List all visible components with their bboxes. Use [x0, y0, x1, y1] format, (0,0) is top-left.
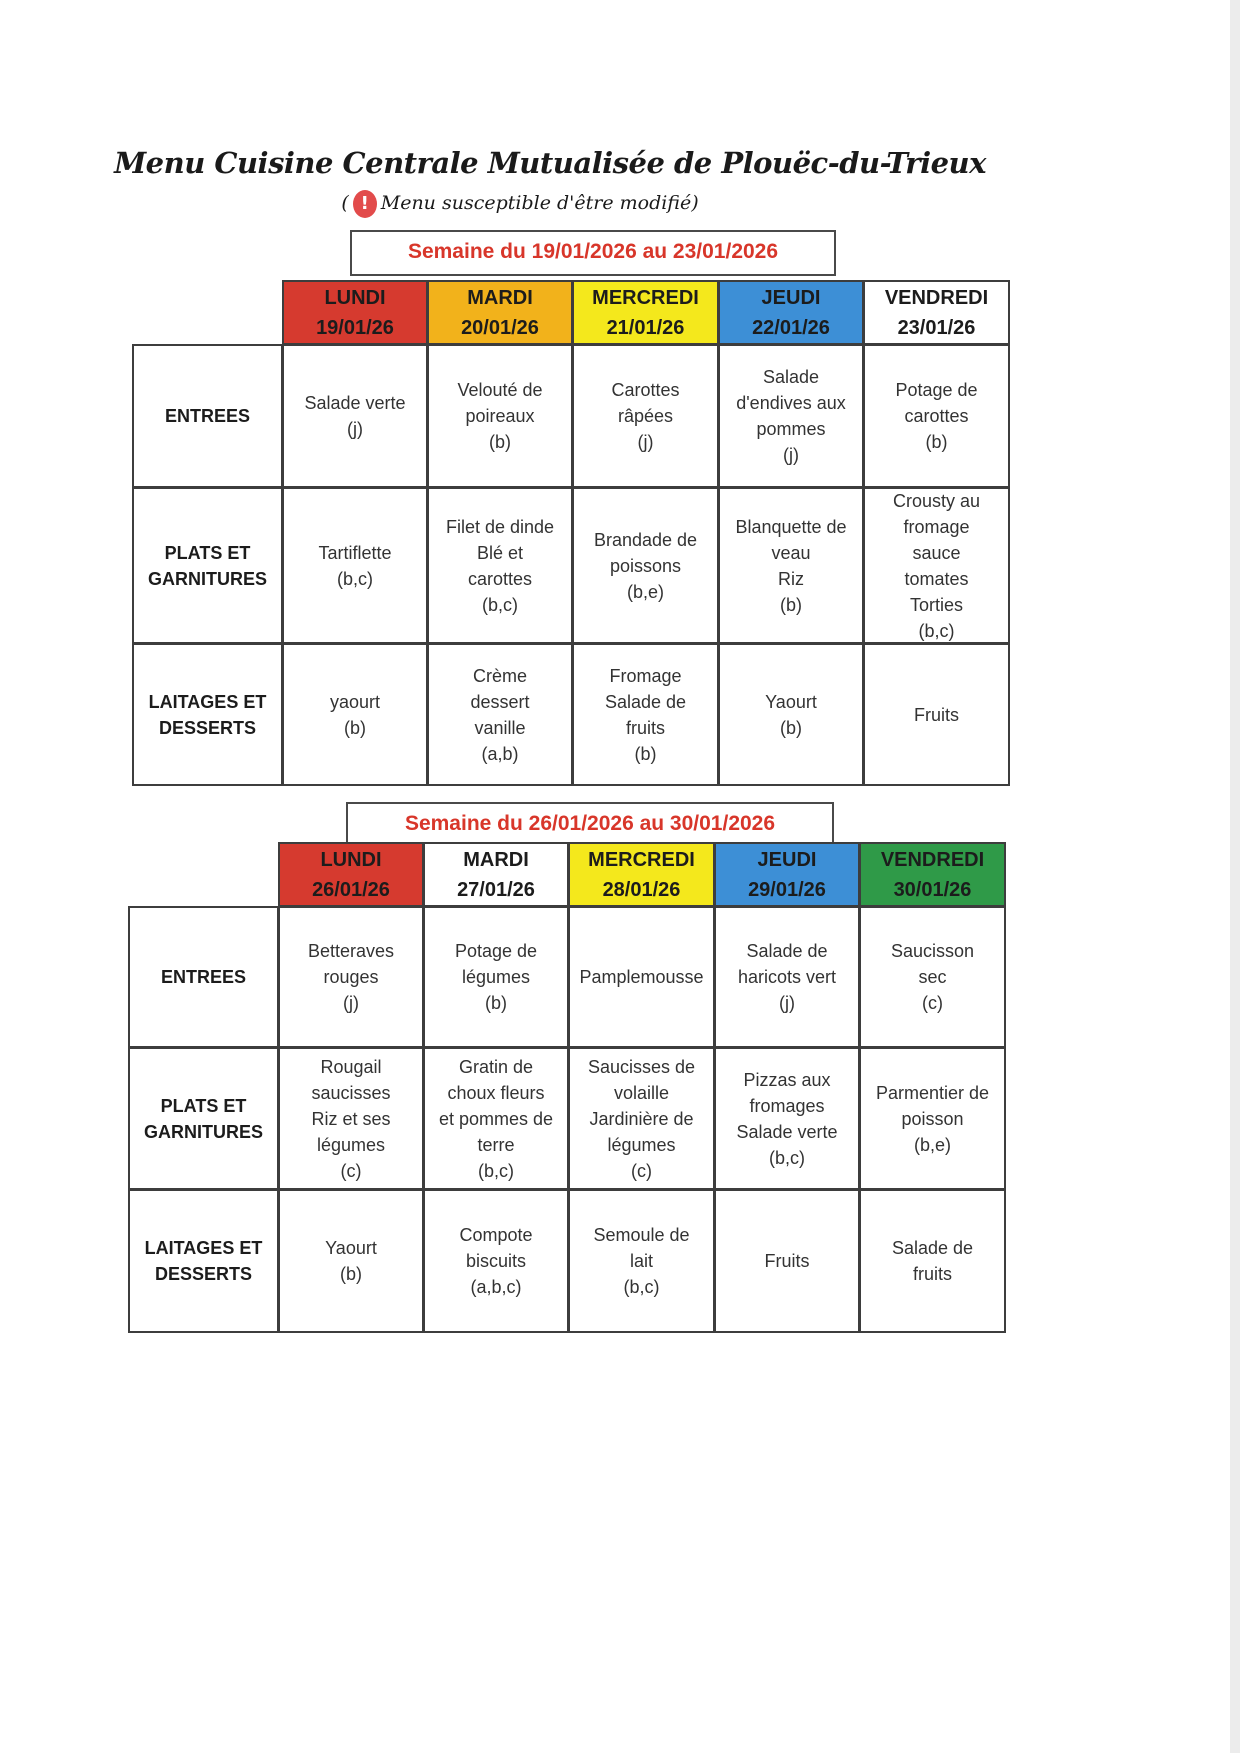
- menu-cell: Fruits: [714, 1189, 860, 1333]
- day-date: 30/01/26: [893, 878, 972, 901]
- week-label: Semaine du 19/01/2026 au 23/01/2026: [350, 230, 836, 276]
- day-date: 19/01/26: [316, 316, 394, 339]
- day-header: [572, 280, 719, 345]
- day-header: [859, 842, 1006, 907]
- menu-cell: Tartiflette (b,c): [282, 487, 428, 644]
- day-date: 29/01/26: [748, 878, 826, 901]
- day-date: 27/01/26: [457, 878, 535, 901]
- day-header: [718, 280, 864, 345]
- row-header-desserts: LAITAGES ET DESSERTS: [128, 1189, 279, 1333]
- menu-cell: Yaourt (b): [718, 643, 864, 786]
- day-name: VENDREDI: [880, 848, 985, 871]
- menu-cell: Potage de légumes (b): [423, 906, 569, 1048]
- day-name: MARDI: [467, 286, 533, 309]
- menu-cell: Salade verte (j): [282, 344, 428, 488]
- menu-cell: Pamplemousse: [568, 906, 715, 1048]
- day-date: 28/01/26: [602, 878, 681, 901]
- menu-cell: Velouté de poireaux (b): [427, 344, 573, 488]
- menu-cell: Betteraves rouges (j): [278, 906, 424, 1048]
- menu-cell: Carottes râpées (j): [572, 344, 719, 488]
- day-header: [568, 842, 715, 907]
- row-header-plats: PLATS ET GARNITURES: [132, 487, 283, 644]
- day-name: MERCREDI: [592, 286, 699, 309]
- page-subtitle: ( ! Menu susceptible d'être modifié): [0, 190, 1040, 218]
- menu-cell: Brandade de poissons (b,e): [572, 487, 719, 644]
- menu-table-week-2: [128, 842, 1005, 1332]
- day-name: JEUDI: [761, 286, 821, 309]
- day-header: [427, 280, 573, 345]
- day-header: [282, 280, 428, 345]
- table-corner: [132, 280, 283, 345]
- row-header-plats: PLATS ET GARNITURES: [128, 1047, 279, 1190]
- row-header-entrees: ENTREES: [128, 906, 279, 1048]
- day-name: MERCREDI: [588, 848, 695, 871]
- row-header-desserts: LAITAGES ET DESSERTS: [132, 643, 283, 786]
- day-name: JEUDI: [757, 848, 817, 871]
- menu-cell: Semoule de lait (b,c): [568, 1189, 715, 1333]
- day-header: [714, 842, 860, 907]
- menu-cell: Salade de fruits: [859, 1189, 1006, 1333]
- menu-cell: Yaourt (b): [278, 1189, 424, 1333]
- menu-cell: yaourt (b): [282, 643, 428, 786]
- day-header: [278, 842, 424, 907]
- day-date: 23/01/26: [897, 316, 976, 339]
- menu-table-week-1: [132, 280, 1009, 785]
- menu-cell: Pizzas aux fromages Salade verte (b,c): [714, 1047, 860, 1190]
- menu-cell: Parmentier de poisson (b,e): [859, 1047, 1006, 1190]
- day-date: 20/01/26: [461, 316, 539, 339]
- menu-cell: Rougail saucisses Riz et ses légumes (c): [278, 1047, 424, 1190]
- menu-cell: Fruits: [863, 643, 1010, 786]
- menu-cell: Crousty au fromage sauce tomates Torties (b,c): [863, 487, 1010, 644]
- day-name: VENDREDI: [884, 286, 989, 309]
- day-date: 22/01/26: [752, 316, 830, 339]
- menu-cell: Saucisses de volaille Jardinière de légumes (c): [568, 1047, 715, 1190]
- day-name: LUNDI: [324, 286, 386, 309]
- day-date: 26/01/26: [312, 878, 390, 901]
- table-corner: [128, 842, 279, 907]
- week-label: Semaine du 26/01/2026 au 30/01/2026: [346, 802, 834, 848]
- menu-cell: Salade de haricots vert (j): [714, 906, 860, 1048]
- menu-cell: Saucisson sec (c): [859, 906, 1006, 1048]
- day-date: 21/01/26: [606, 316, 685, 339]
- menu-cell: Salade d'endives aux pommes (j): [718, 344, 864, 488]
- menu-cell: Fromage Salade de fruits (b): [572, 643, 719, 786]
- day-name: MARDI: [463, 848, 529, 871]
- warning-icon: !: [353, 190, 377, 218]
- row-header-entrees: ENTREES: [132, 344, 283, 488]
- menu-cell: Potage de carottes (b): [863, 344, 1010, 488]
- menu-cell: Crème dessert vanille (a,b): [427, 643, 573, 786]
- menu-cell: Filet de dinde Blé et carottes (b,c): [427, 487, 573, 644]
- day-header: [423, 842, 569, 907]
- page-title: Menu Cuisine Centrale Mutualisée de Plouëc-du-Trieux: [114, 146, 986, 180]
- menu-cell: Compote biscuits (a,b,c): [423, 1189, 569, 1333]
- day-name: LUNDI: [320, 848, 382, 871]
- day-header: [863, 280, 1010, 345]
- scan-edge: [1230, 0, 1240, 1753]
- menu-cell: Gratin de choux fleurs et pommes de terre (b,c): [423, 1047, 569, 1190]
- menu-cell: Blanquette de veau Riz (b): [718, 487, 864, 644]
- subtitle-text: Menu susceptible d'être modifié: [380, 192, 692, 214]
